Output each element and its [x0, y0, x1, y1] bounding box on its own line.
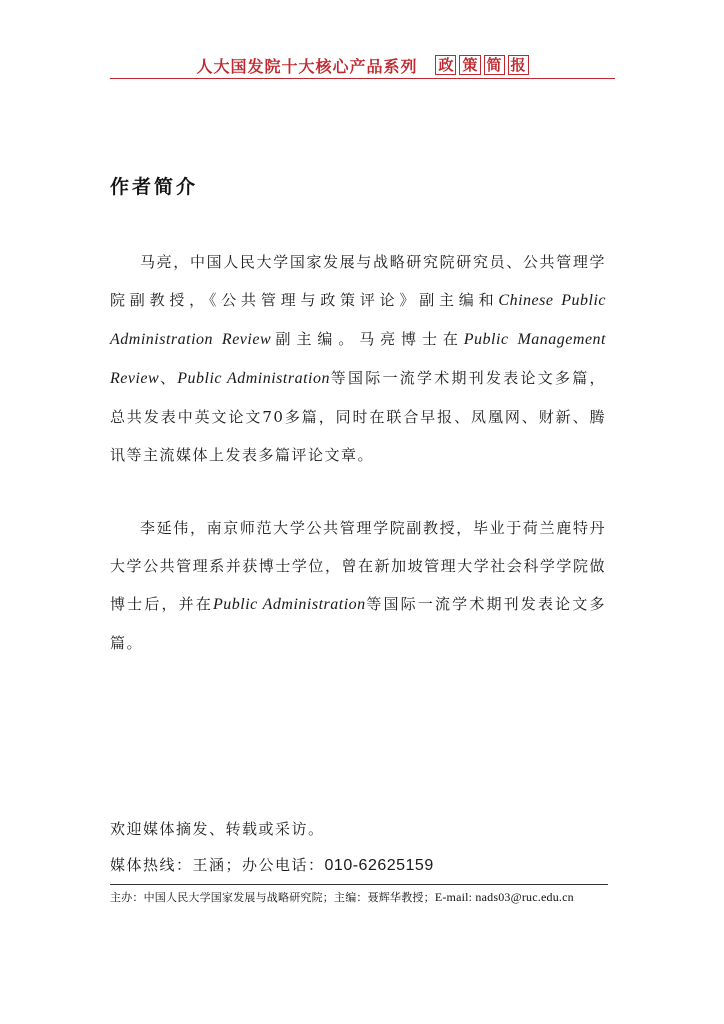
bio-text: 副主编。马亮博士在 [271, 330, 464, 348]
bio-text: 等国际一流学术期刊发表论文多篇。 [110, 595, 606, 652]
series-title: 人大国发院十大核心产品系列 [196, 56, 418, 76]
media-hotline [110, 854, 434, 875]
bio-text: 李延伟，南京师范大学公共管理学院副教授，毕业于荷兰鹿特丹大学公共管理系并获博士学位，曾在新加坡管理大学社会科学学院做博士后，并在 [110, 519, 606, 613]
sponsor-text: 主办：中国人民大学国家发展与战略研究院；主编：聂辉华教授； [110, 891, 435, 904]
email-label: E-mail: [434, 890, 476, 904]
page-header [110, 52, 615, 78]
sponsor-line [110, 889, 574, 905]
bio-text: 等国际一流学术期刊发表论文多篇，总共发表中英文论文70多篇，同时在联合早报、凤凰网、财新、腾讯等主流媒体上发表多篇评论文章。 [110, 369, 606, 464]
badge-char: 政 [435, 55, 456, 75]
journal-name: Chinese Public Administration Review [110, 292, 606, 348]
author-bio-paragraph [110, 243, 606, 474]
media-welcome: 欢迎媒体摘发、转载或采访。 [110, 820, 325, 838]
bio-text: 马亮，中国人民大学国家发展与战略研究院研究员、公共管理学院副教授，《公共管理与政策评论》副主编和 [110, 253, 606, 309]
badge-char: 策 [459, 55, 480, 75]
office-phone: 010-62625159 [324, 857, 434, 874]
bio-text: 、 [159, 369, 178, 387]
hotline-label: 媒体热线：王涵；办公电话： [110, 856, 325, 874]
journal-name: Public Administration [177, 370, 330, 387]
email-address: nads03@ruc.edu.cn [475, 890, 574, 904]
footer-divider [110, 884, 608, 885]
journal-name: Public Management Review [110, 331, 606, 387]
badge-char: 报 [508, 55, 529, 75]
badge-char: 简 [484, 55, 505, 75]
brief-badges [435, 55, 528, 75]
journal-name: Public Administration [213, 596, 366, 613]
header-divider [110, 78, 615, 79]
section-title: 作者简介 [110, 176, 199, 198]
author-bio-paragraph [110, 509, 606, 662]
